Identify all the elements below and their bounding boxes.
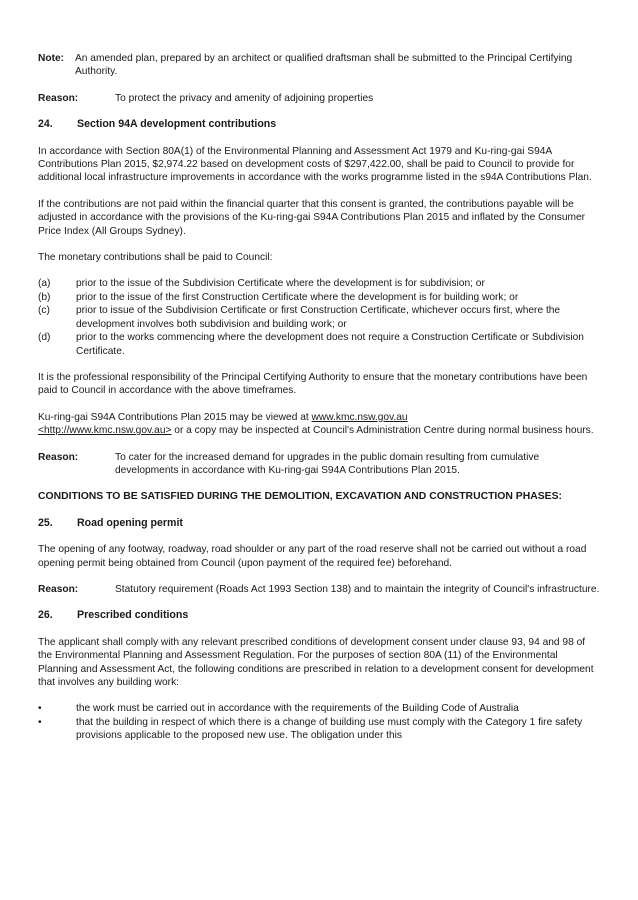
section-number: 24. (38, 118, 53, 131)
list-item (38, 716, 600, 743)
section-title: Section 94A development contributions (77, 118, 277, 131)
list-item (38, 304, 600, 331)
reason-road-permit (38, 583, 600, 596)
section-24-heading (38, 118, 600, 131)
reason-privacy (38, 92, 600, 105)
list-marker: (b) (38, 291, 51, 303)
note-block (38, 52, 600, 79)
prescribed-conditions-list (38, 702, 600, 742)
note-text: An amended plan, prepared by an architect or qualified draftsman shall be submitted to the Principal Certifying Authority. (75, 53, 573, 78)
list-text: the work must be carried out in accordance with the requirements of the Building Code of Australia (76, 703, 519, 715)
list-text: that the building in respect of which there is a change of building use must comply with the Category 1 fire safety provisions applicable to the proposed new use. The obligation under this (76, 716, 583, 742)
payment-timing-list (38, 277, 600, 357)
section-number: 26. (38, 609, 53, 622)
paragraph: In accordance with Section 80A(1) of the Environmental Planning and Assessment Act 1979 and Ku-ring-gai S94A Contributions Plan 2015, $2,974.22 based on development costs of $297,422.00, shall be paid to Council to provide for additional local infrastructure improvements in accordance with the works programme listed in the s94A Contributions Plan. (38, 145, 592, 184)
plan-text-post: or a copy may be inspected at Council's Administration Centre during normal business hours. (171, 425, 594, 437)
list-text: prior to the issue of the Subdivision Certificate where the development is for subdivision; or (76, 278, 485, 290)
document-page (38, 52, 600, 743)
paragraph: It is the professional responsibility of the Principal Certifying Authority to ensure that the monetary contributions have been paid to Council in accordance with the above timeframes. (38, 371, 588, 397)
reason-text: Statutory requirement (Roads Act 1993 Section 138) and to maintain the integrity of Council's infrastructure. (115, 583, 600, 595)
note-label: Note: (38, 53, 65, 64)
list-item (38, 277, 600, 290)
kmc-website-link-full[interactable]: <http://www.kmc.nsw.gov.au> (38, 425, 172, 437)
section-title: Road opening permit (77, 516, 183, 529)
list-item (38, 702, 600, 715)
paragraph: The opening of any footway, roadway, road shoulder or any part of the road reserve shall not be carried out without a road opening permit being obtained from Council (upon payment of the required fee) beforehand. (38, 544, 587, 569)
list-item (38, 331, 600, 358)
plan-viewing-paragraph (38, 411, 600, 438)
list-marker: (d) (38, 332, 51, 344)
plan-text-pre: Ku-ring-gai S94A Contributions Plan 2015 may be viewed at (38, 411, 312, 423)
reason-label: Reason: (38, 583, 79, 595)
reason-contributions (38, 451, 600, 478)
paragraph: The applicant shall comply with any relevant prescribed conditions of development consent under clause 93, 94 and 98 of the Environmental Planning and Assessment Regulation. For the purposes of section 80A (11) of the Environmental Planning and Assessment Act, the following conditions are prescribed in relation to a development consent for development that involves any building work: (38, 636, 594, 688)
list-marker: (c) (38, 305, 50, 317)
section-number: 25. (38, 516, 53, 529)
reason-label: Reason: (38, 92, 79, 104)
reason-label: Reason: (38, 451, 79, 463)
bullet-marker: • (38, 716, 42, 728)
phase-heading: CONDITIONS TO BE SATISFIED DURING THE DEMOLITION, EXCAVATION AND CONSTRUCTION PHASES: (38, 491, 562, 503)
bullet-marker: • (38, 703, 42, 715)
list-text: prior to the issue of the first Construction Certificate where the development is for building work; or (76, 291, 519, 303)
paragraph: If the contributions are not paid within the financial quarter that this consent is granted, the contributions payable will be adjusted in accordance with the provisions of the Ku-ring-gai S94A Contributions Plan 2015 and inflated by the Consumer Price Index (All Groups Sydney). (38, 198, 586, 237)
section-25-heading (38, 517, 600, 530)
section-26-heading (38, 609, 600, 622)
list-text: prior to issue of the Subdivision Certificate or first Construction Certificate, whichever occurs first, where the development involves both subdivision and building work; or (76, 305, 561, 330)
list-item (38, 291, 600, 304)
list-marker: (a) (38, 278, 51, 290)
reason-text: To cater for the increased demand for upgrades in the public domain resulting from cumulative developments in accordance with Ku-ring-gai S94A Contributions Plan 2015. (115, 451, 540, 476)
paragraph: The monetary contributions shall be paid to Council: (38, 252, 273, 264)
kmc-website-link[interactable]: www.kmc.nsw.gov.au (311, 411, 408, 423)
section-title: Prescribed conditions (77, 609, 189, 622)
list-text: prior to the works commencing where the development does not require a Construction Certificate or Subdivision Certificate. (76, 332, 584, 357)
reason-text: To protect the privacy and amenity of adjoining properties (115, 92, 374, 104)
